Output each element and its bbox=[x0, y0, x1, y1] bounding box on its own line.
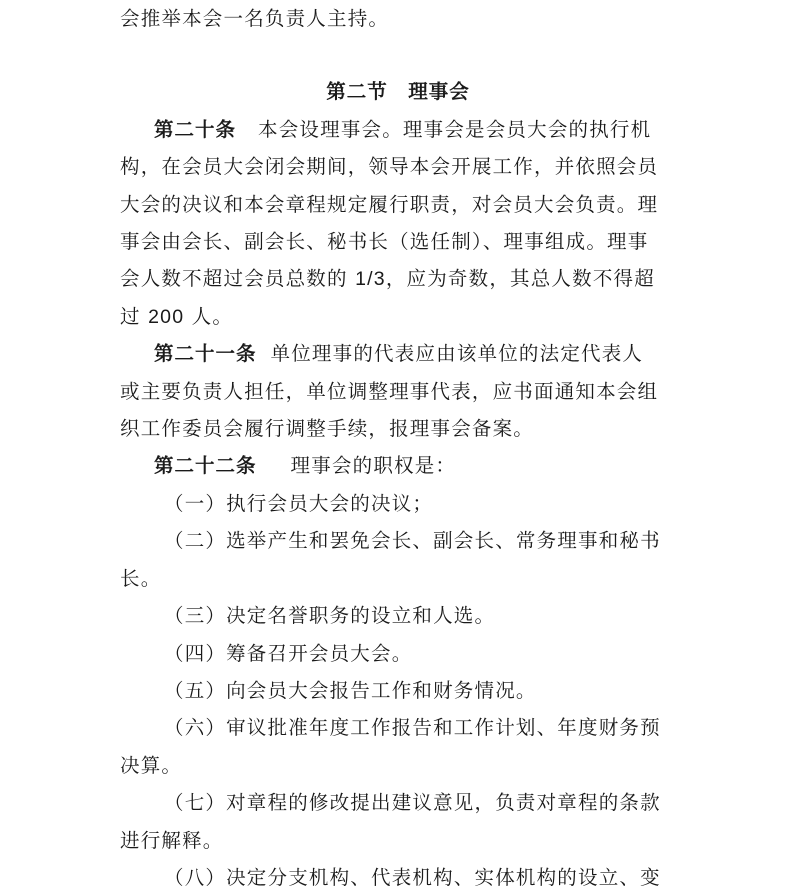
text-line: 会推举本会一名负责人主持。 bbox=[120, 7, 390, 30]
article-20-line bbox=[120, 115, 676, 145]
ratio-value: 1/3 bbox=[355, 268, 386, 290]
article-20-text: 本会设理事会。理事会是会员大会的执行机 bbox=[258, 118, 652, 141]
text-line: 或主要负责人担任，单位调整理事代表，应书面通知本会组 bbox=[120, 380, 659, 403]
text-line: 构，在会员大会闭会期间，领导本会开展工作，并依照会员 bbox=[120, 155, 659, 178]
article-21-line bbox=[120, 339, 676, 369]
text-fragment: 会人数不超过会员总数的 bbox=[120, 267, 348, 290]
list-item: （二）选举产生和罢免会长、副会长、常务理事和秘书 bbox=[164, 529, 661, 552]
text-line: 事会由会长、副会长、秘书长（选任制）、理事组成。理事 bbox=[120, 230, 649, 253]
article-20-limit-line bbox=[120, 264, 676, 294]
article-21-title: 第二十一条 bbox=[154, 342, 257, 365]
article-22-line bbox=[120, 451, 676, 481]
total-value: 200 bbox=[148, 306, 185, 328]
list-item: （一）执行会员大会的决议； bbox=[164, 492, 434, 515]
text-line: 长。 bbox=[120, 567, 162, 590]
list-item: （四）筹备召开会员大会。 bbox=[164, 642, 413, 665]
text-line: 织工作委员会履行调整手续，报理事会备案。 bbox=[120, 417, 535, 440]
list-item: （六）审议批准年度工作报告和工作计划、年度财务预 bbox=[164, 716, 661, 739]
article-20-total-line bbox=[120, 302, 676, 332]
article-22-title: 第二十二条 bbox=[154, 454, 257, 477]
list-item: （八）决定分支机构、代表机构、实体机构的设立、变 bbox=[164, 866, 661, 889]
text-fragment: ，应为奇数，其总人数不得超 bbox=[385, 267, 655, 290]
article-20-title: 第二十条 bbox=[154, 118, 237, 141]
text-fragment: 人。 bbox=[191, 305, 234, 328]
article-21-text: 单位理事的代表应由该单位的法定代表人 bbox=[270, 342, 644, 365]
article-22-text: 理事会的职权是： bbox=[290, 454, 457, 477]
text-line: 大会的决议和本会章程规定履行职责，对会员大会负责。理 bbox=[120, 193, 659, 216]
list-item: （三）决定名誉职务的设立和人选。 bbox=[164, 604, 496, 627]
text-line: 进行解释。 bbox=[120, 829, 224, 852]
text-fragment: 过 bbox=[120, 305, 141, 328]
list-item: （五）向会员大会报告工作和财务情况。 bbox=[164, 679, 537, 702]
text-line: 决算。 bbox=[120, 754, 183, 777]
list-item: （七）对章程的修改提出建议意见，负责对章程的条款 bbox=[164, 791, 661, 814]
section-heading: 第二节 理事会 bbox=[326, 80, 470, 103]
